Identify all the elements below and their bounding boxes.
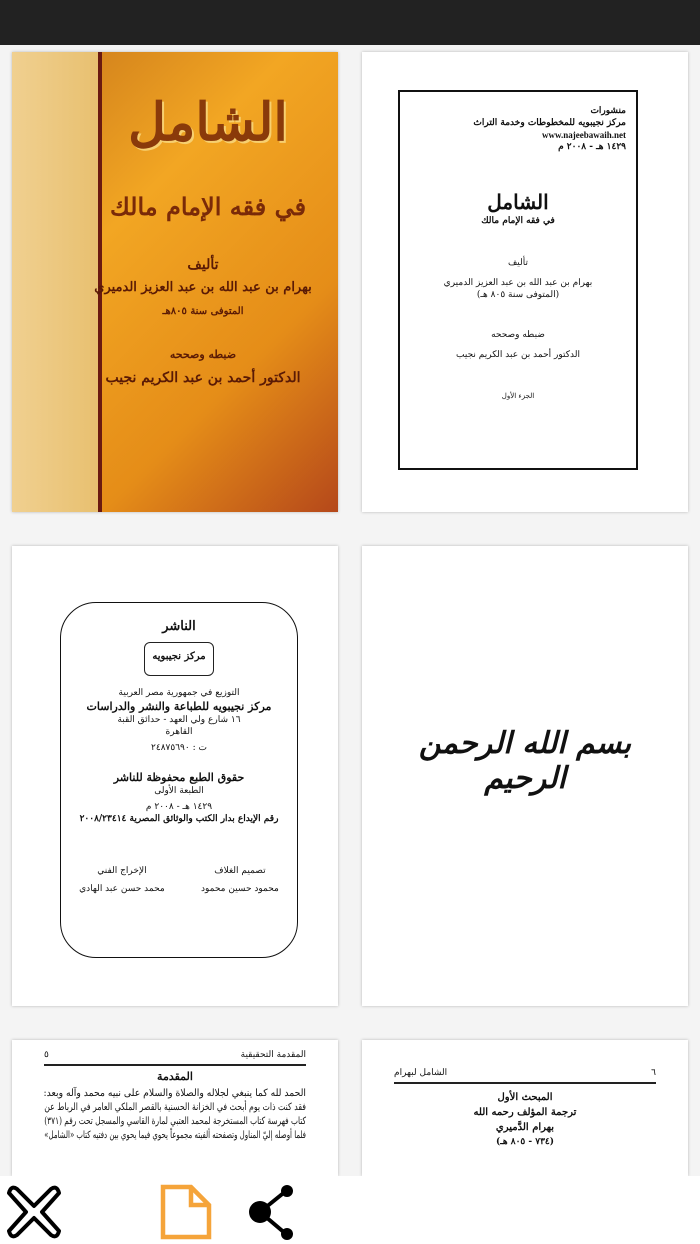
text-line: كتاب فهرسة كتاب المستخرجة لمحمد العتبي لمارة القاسي والمسجل تحت رقم (٣٧١)	[44, 1116, 306, 1127]
document-button[interactable]	[158, 1184, 214, 1240]
cover-designer: محمود حسين محمود	[201, 884, 279, 894]
editor-label: ضبطه وصححه	[491, 330, 545, 340]
subtitle: في فقه الإمام مالك	[481, 216, 555, 226]
bottom-toolbar	[0, 1176, 700, 1244]
text-line: فلما أوصله إليّ المناول وتصفحته ألفيته مجموعاً يحوي فيما يحوي بين دفتيه كتاب «الشامل»	[44, 1130, 306, 1141]
section: المبحث الأول	[497, 1092, 553, 1103]
page-thumbnail-4[interactable]	[362, 546, 688, 1006]
close-icon	[7, 1185, 61, 1239]
ornamental-frame	[398, 90, 638, 470]
share-button[interactable]	[242, 1184, 298, 1240]
editor: الدكتور أحمد بن عبد الكريم نجيب	[105, 370, 301, 386]
address: ١٦ شارع ولي العهد - حدائق القبة	[117, 715, 241, 725]
date: ١٤٢٩ هـ - ٢٠٠٨ م	[145, 802, 213, 812]
city: القاهرة	[165, 727, 193, 737]
running-header: المقدمة التحقيقية	[240, 1050, 306, 1060]
distribution: التوزيع في جمهورية مصر العربية	[118, 688, 240, 698]
deposit-number: رقم الإيداع بدار الكتب والوثائق المصرية ٢٠٠٨/٢٣٤١٤	[79, 814, 279, 824]
close-button[interactable]	[6, 1184, 62, 1240]
center: مركز نجيبويه للطباعة والنشر والدراسات	[86, 700, 272, 713]
rights: حقوق الطبع محفوظة للناشر	[113, 771, 245, 784]
phone: ت : ٢٤٨٧٥٦٩٠	[151, 743, 207, 753]
page-thumbnail-6[interactable]	[362, 1040, 688, 1176]
cover-subtitle: في فقه الإمام مالك	[109, 192, 307, 221]
author: بهرام بن عبد الله بن عبد العزيز الدميري	[94, 280, 312, 295]
death-date: المتوفى سنة ٨٠٥هـ	[162, 306, 244, 317]
heading: ترجمة المؤلف رحمه الله	[473, 1107, 577, 1118]
author-label: تأليف	[507, 258, 529, 268]
heading: الناشر	[162, 619, 196, 634]
share-icon	[242, 1184, 298, 1240]
editor-label: ضبطه وصححه	[169, 348, 237, 361]
volume: الجزء الأول	[501, 392, 535, 400]
page-thumbnail-1[interactable]	[12, 52, 338, 512]
death-date: (المتوفى سنة ٨٠٥ هـ)	[476, 290, 560, 300]
page-thumbnail-2[interactable]	[362, 52, 688, 512]
page-thumbnail-5[interactable]	[12, 1040, 338, 1176]
cover-design-label: تصميم الغلاف	[214, 866, 266, 876]
author: بهرام بن عبد الله بن عبد العزيز الدميري	[443, 278, 593, 288]
edition: الطبعة الأولى	[154, 786, 204, 796]
text-line: فقد كنت ذات يوم أبحث في الخزانة الحسنية بالقصر الملكي العامر في الرباط عن	[44, 1102, 306, 1113]
editor: الدكتور أحمد بن عبد الكريم نجيب	[456, 350, 580, 360]
page-number: ٦	[651, 1068, 656, 1078]
tech-name: محمد حسن عبد الهادي	[79, 884, 165, 894]
years: (٧٣٤ - ٨٠٥ هـ)	[495, 1137, 555, 1147]
document-icon	[159, 1184, 213, 1240]
author-label: تأليف	[187, 257, 219, 273]
tech-label: الإخراج الفني	[97, 866, 147, 876]
publisher: مركز نجيبويه للمخطوطات وخدمة التراث	[473, 118, 626, 128]
publisher-label: منشورات	[590, 106, 626, 116]
url: www.najeebawaih.net	[541, 130, 626, 140]
publisher-logo: مركز نجيبويه	[144, 642, 214, 676]
title: الشامل	[487, 190, 549, 214]
status-bar	[0, 0, 700, 45]
page-thumbnail-3[interactable]	[12, 546, 338, 1006]
author-name: بهرام الدَّميري	[495, 1122, 555, 1133]
heading: المقدمة	[157, 1070, 193, 1083]
publisher-frame	[60, 602, 298, 958]
page-number: ٥	[44, 1050, 49, 1060]
date: ١٤٢٩ هـ - ٢٠٠٨ م	[558, 142, 626, 152]
cover-title: الشامل	[128, 92, 288, 153]
running-header: الشامل لبهرام	[394, 1068, 448, 1078]
bismillah-calligraphy: بسم الله الرحمن الرحيم	[418, 726, 632, 796]
text-line: الحمد لله كما ينبغي لجلاله والصلاة والسلام على نبيه محمد وآله وبعد:	[43, 1088, 307, 1099]
